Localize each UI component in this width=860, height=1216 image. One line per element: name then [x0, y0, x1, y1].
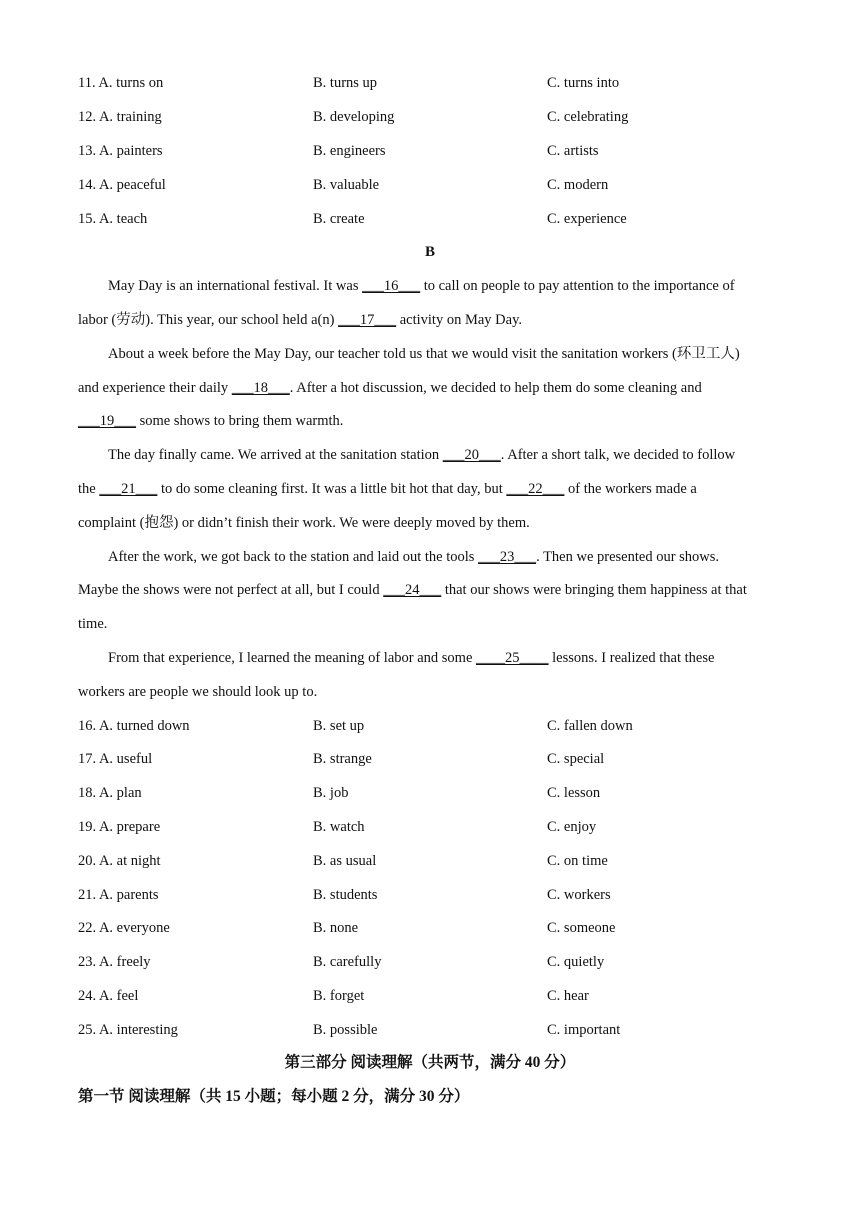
passage-line [108, 547, 780, 567]
option-c: C. experience [547, 211, 627, 227]
option-b: B. valuable [313, 177, 380, 193]
option-b: B. forget [313, 988, 365, 1004]
question-21 [78, 885, 778, 905]
passage-text: of the workers made a [564, 481, 697, 497]
passage-text: and experience their daily [78, 380, 232, 396]
passage-text: time. [78, 616, 108, 632]
passage-text: workers are people we should look up to. [78, 684, 318, 700]
passage-text: activity on May Day. [396, 312, 522, 328]
passage-line [78, 310, 780, 330]
passage-text: some shows to bring them warmth. [136, 413, 344, 429]
blank-17: ___17___ [338, 312, 397, 328]
option-a: 20. A. at night [78, 853, 161, 869]
passage-text: The day finally came. We arrived at the sanitation station [108, 447, 443, 463]
option-b: B. job [313, 785, 349, 801]
passage-text: From that experience, I learned the meaning of labor and some [108, 650, 477, 666]
passage-text: About a week before the May Day, our teacher told us that we would visit the sanitation workers (环卫工人) [108, 346, 740, 362]
option-c: C. workers [547, 887, 611, 903]
option-c: C. on time [547, 853, 608, 869]
section1-heading: 第一节 阅读理解（共 15 小题；每小题 2 分，满分 30 分） [78, 1088, 470, 1105]
passage-text: May Day is an international festival. It was [108, 278, 363, 294]
option-c: C. celebrating [547, 109, 629, 125]
blank-23: ___23___ [478, 549, 537, 565]
passage-line [108, 344, 780, 364]
passage-text: to do some cleaning first. It was a little bit hot that day, but [157, 481, 507, 497]
passage-text: to call on people to pay attention to the importance of [420, 278, 735, 294]
passage-line [108, 276, 780, 296]
passage-text: labor (劳动). This year, our school held a(n) [78, 312, 339, 328]
passage-text: . After a short talk, we decided to follow [500, 447, 736, 463]
option-b: B. create [313, 211, 365, 227]
option-b: B. watch [313, 819, 365, 835]
option-b: B. as usual [313, 853, 377, 869]
option-a: 15. A. teach [78, 211, 148, 227]
blank-16: ___16___ [362, 278, 421, 294]
option-c: C. modern [547, 177, 609, 193]
blank-20: ___20___ [442, 447, 501, 463]
question-11 [78, 73, 778, 93]
option-b: B. developing [313, 109, 395, 125]
option-a: 24. A. feel [78, 988, 139, 1004]
passage-line [78, 411, 780, 431]
passage-text: complaint (抱怨) or didn’t finish their work. We were deeply moved by them. [78, 515, 530, 531]
blank-21: ___21___ [99, 481, 158, 497]
option-c: C. lesson [547, 785, 601, 801]
blank-19: ___19___ [78, 413, 136, 429]
question-24 [78, 986, 778, 1006]
question-12 [78, 107, 778, 127]
option-a: 19. A. prepare [78, 819, 161, 835]
question-18 [78, 783, 778, 803]
passage-text: the [78, 481, 100, 497]
option-a: 23. A. freely [78, 954, 151, 970]
option-c: C. someone [547, 920, 616, 936]
blank-25: ____25____ [476, 650, 549, 666]
question-22 [78, 918, 778, 938]
section-b-title: B [424, 244, 435, 260]
question-25 [78, 1020, 778, 1040]
option-a: 14. A. peaceful [78, 177, 166, 193]
part3-heading: 第三部分 阅读理解（共两节，满分 40 分） [284, 1054, 576, 1071]
option-a: 21. A. parents [78, 887, 159, 903]
option-a: 13. A. painters [78, 143, 163, 159]
passage-text: Maybe the shows were not perfect at all, but I could [78, 582, 384, 598]
option-b: B. strange [313, 751, 372, 767]
question-14 [78, 175, 778, 195]
option-c: C. quietly [547, 954, 605, 970]
option-b: B. turns up [313, 75, 378, 91]
option-c: C. enjoy [547, 819, 597, 835]
passage-line [78, 378, 780, 398]
passage-text: After the work, we got back to the station and laid out the tools [108, 549, 479, 565]
question-13 [78, 141, 778, 161]
question-17 [78, 749, 778, 769]
passage-text: . Then we presented our shows. [536, 549, 720, 565]
passage-line [78, 479, 780, 499]
passage-text: that our shows were bringing them happiness at that [441, 582, 747, 598]
option-b: B. possible [313, 1022, 378, 1038]
option-c: C. hear [547, 988, 589, 1004]
question-16 [78, 716, 778, 736]
passage-text: . After a hot discussion, we decided to help them do some cleaning and [289, 380, 702, 396]
blank-24: ___24___ [383, 582, 442, 598]
option-c: C. turns into [547, 75, 620, 91]
passage-line [78, 682, 780, 702]
blank-18: ___18___ [231, 380, 290, 396]
option-c: C. special [547, 751, 605, 767]
blank-22: ___22___ [506, 481, 565, 497]
option-b: B. engineers [313, 143, 386, 159]
option-b: B. carefully [313, 954, 382, 970]
option-a: 16. A. turned down [78, 718, 190, 734]
question-20 [78, 851, 778, 871]
option-a: 17. A. useful [78, 751, 153, 767]
passage-line [78, 580, 780, 600]
question-23 [78, 952, 778, 972]
option-c: C. fallen down [547, 718, 633, 734]
option-a: 11. A. turns on [78, 75, 164, 91]
passage-line [78, 614, 780, 634]
passage-text: lessons. I realized that these [548, 650, 715, 666]
option-a: 25. A. interesting [78, 1022, 178, 1038]
option-b: B. set up [313, 718, 365, 734]
passage-line [108, 445, 780, 465]
option-c: C. artists [547, 143, 599, 159]
option-b: B. students [313, 887, 378, 903]
passage-line [78, 513, 780, 533]
option-a: 18. A. plan [78, 785, 142, 801]
question-19 [78, 817, 778, 837]
question-15 [78, 209, 778, 229]
option-a: 12. A. training [78, 109, 162, 125]
passage-line [108, 648, 780, 668]
option-a: 22. A. everyone [78, 920, 170, 936]
option-c: C. important [547, 1022, 621, 1038]
option-b: B. none [313, 920, 359, 936]
